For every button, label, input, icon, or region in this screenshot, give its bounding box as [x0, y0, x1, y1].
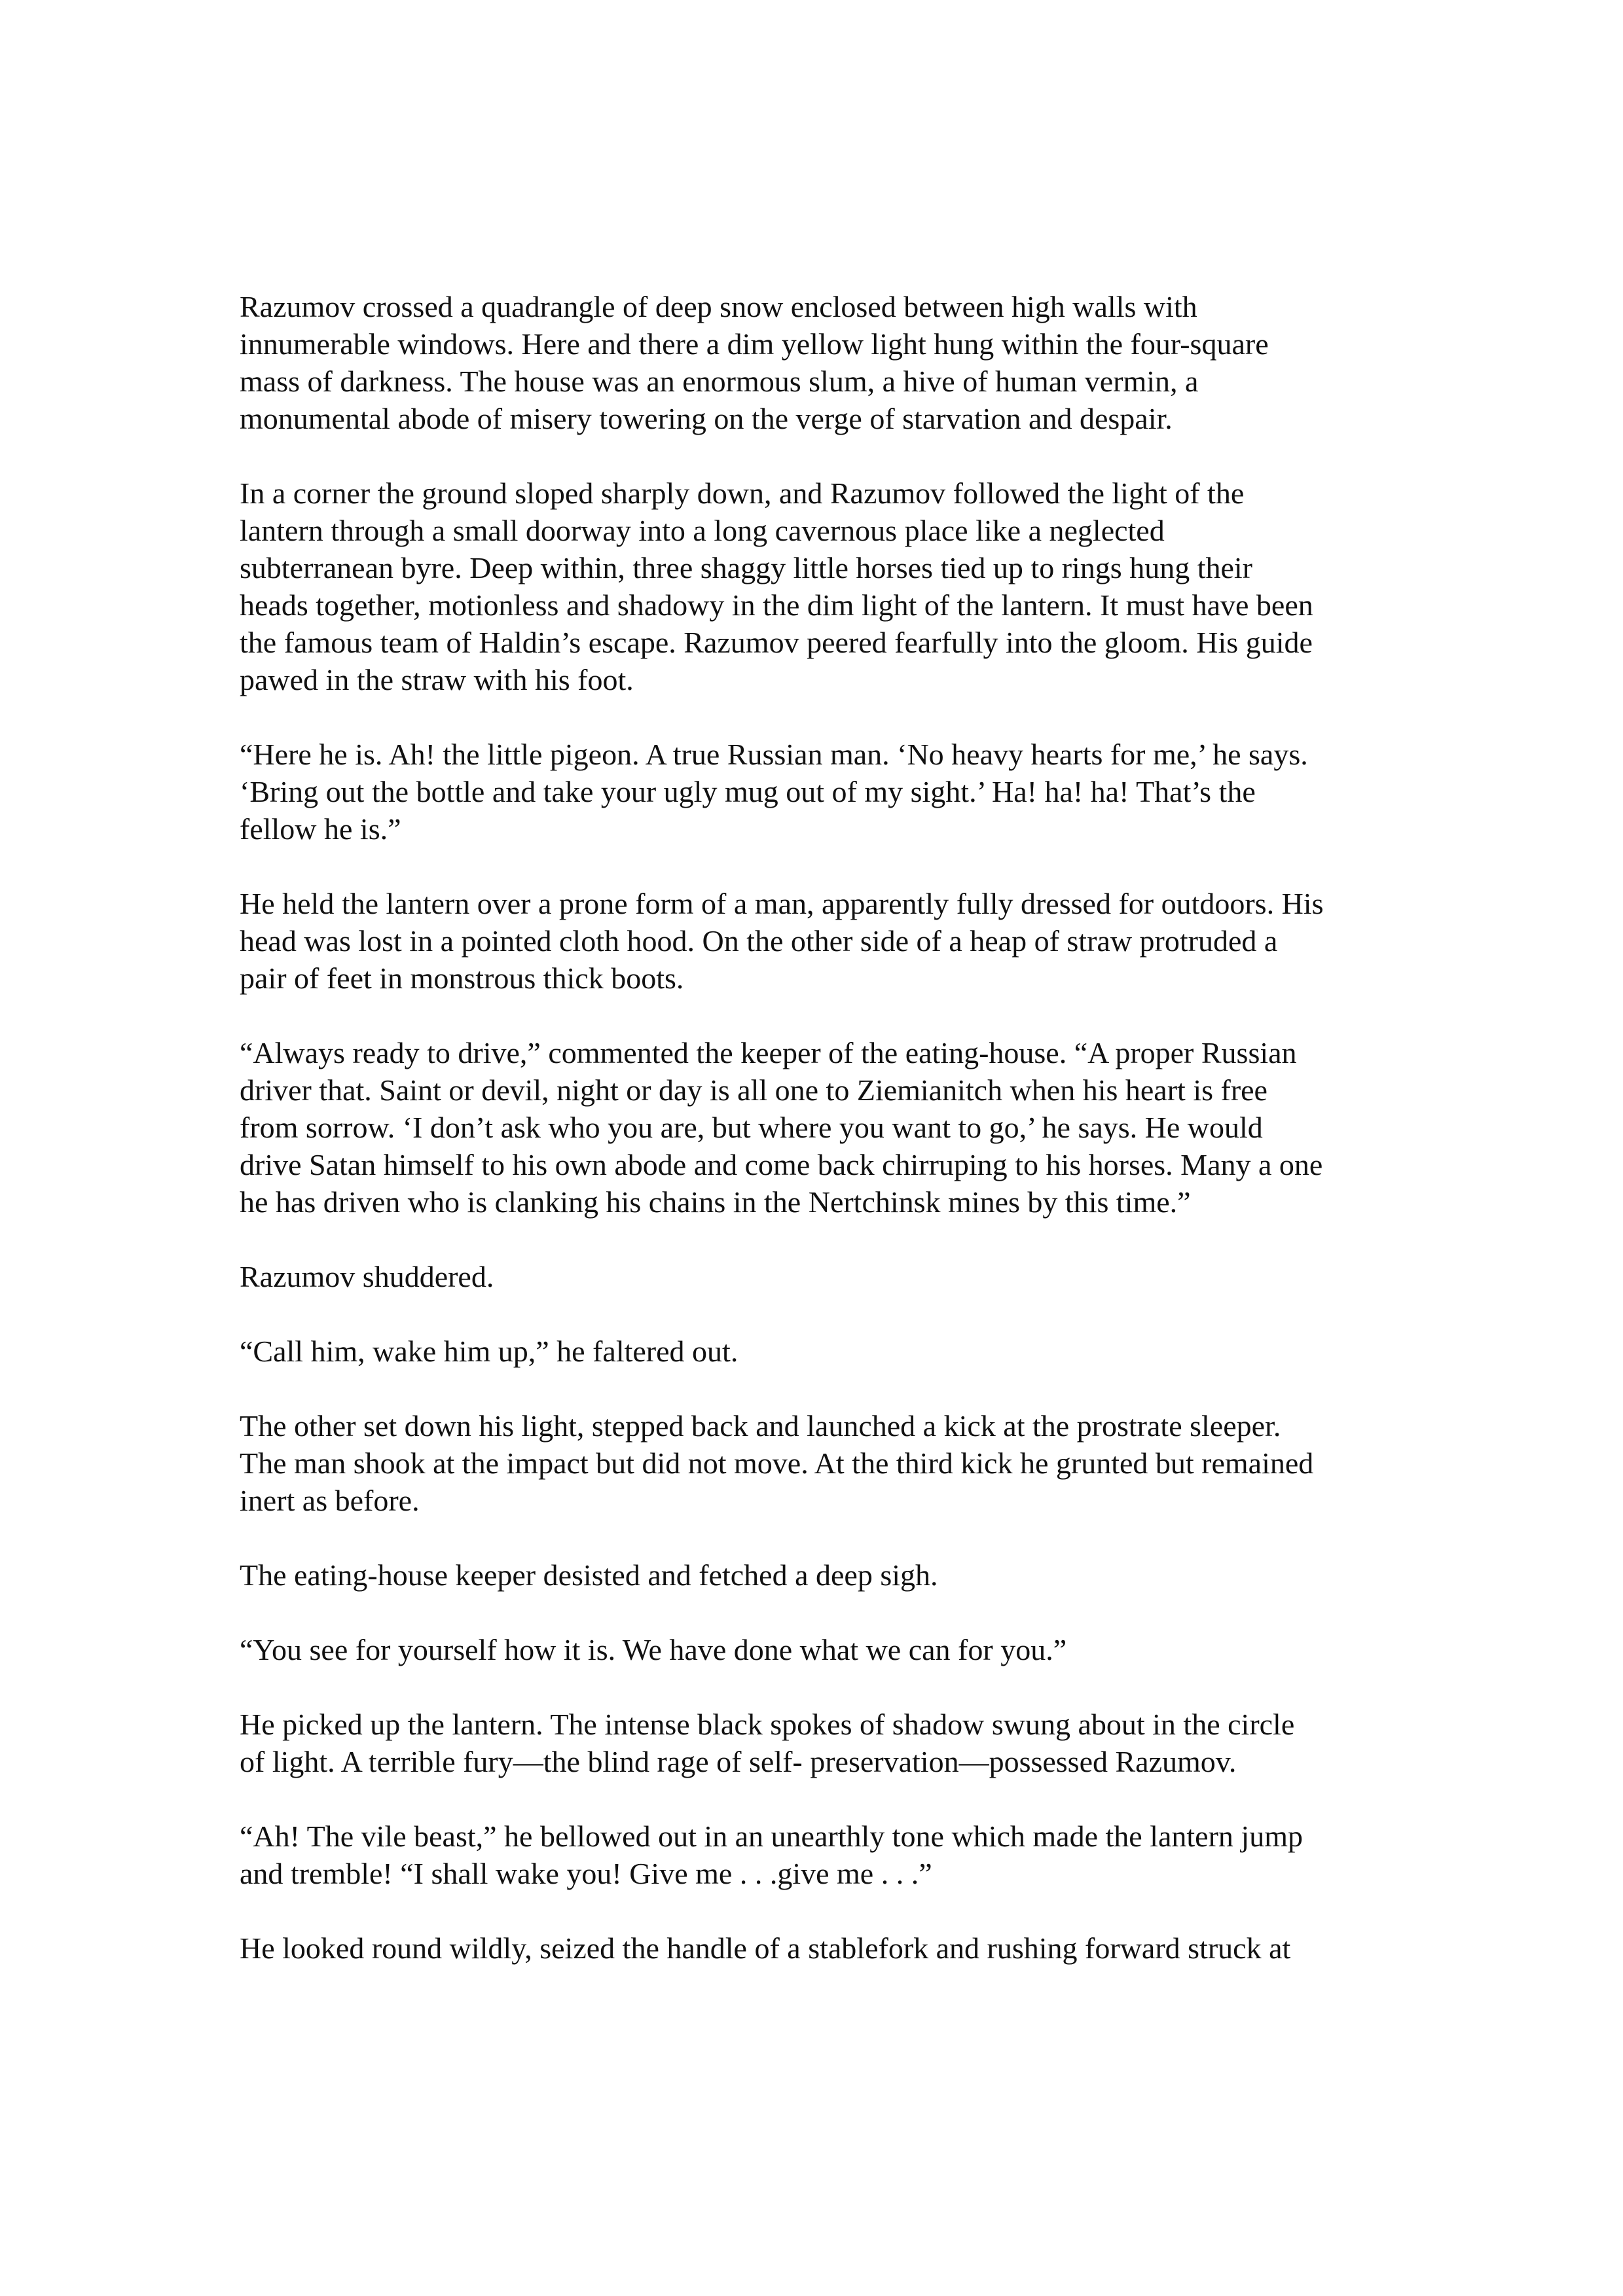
paragraph: “Always ready to drive,” commented the keeper of the eating-house. “A proper Russian driver that. Saint or devil, night or day is all one to Ziemianitch when his heart is free from sorrow. ‘I don’t ask who you are, but where you want to go,’ he says. He would drive Satan himself to his own abode and come back chirruping to his horses. Many a one he has driven who is clanking his chains in the Nertchinsk mines by this time.”	[240, 1036, 1323, 1219]
paragraph: In a corner the ground sloped sharply down, and Razumov followed the light of the lantern through a small doorway into a long cavernous place like a neglected subterranean byre. Deep within, three shaggy little horses tied up to rings hung their heads together, motionless and shadowy in the dim light of the lantern. It must have been the famous team of Haldin’s escape. Razumov peered fearfully into the gloom. His guide pawed in the straw with his foot.	[240, 476, 1313, 696]
paragraph: The eating-house keeper desisted and fetched a deep sigh.	[240, 1558, 938, 1592]
paragraph: He held the lantern over a prone form of a man, apparently fully dressed for outdoors. His head was lost in a pointed cloth hood. On the other side of a heap of straw protruded a pair of feet in monstrous thick boots.	[240, 887, 1324, 995]
paragraph: “Ah! The vile beast,” he bellowed out in an unearthly tone which made the lantern jump and tremble! “I shall wake you! Give me . . .give me . . .”	[240, 1820, 1303, 1890]
paragraph: Razumov crossed a quadrangle of deep snow enclosed between high walls with innumerable windows. Here and there a dim yellow light hung within the four-square mass of darkness. The house was an enormous slum, a hive of human vermin, a monumental abode of misery towering on the verge of starvation and despair.	[240, 290, 1269, 435]
paragraph: He picked up the lantern. The intense black spokes of shadow swung about in the circle of light. A terrible fury—the blind rage of self- preservation—possessed Razumov.	[240, 1708, 1295, 1778]
body-text	[240, 288, 1405, 2004]
paragraph: He looked round wildly, seized the handle of a stablefork and rushing forward struck at	[240, 1931, 1291, 1965]
paragraph: “You see for yourself how it is. We have done what we can for you.”	[240, 1633, 1067, 1666]
paragraph: The other set down his light, stepped back and launched a kick at the prostrate sleeper. The man shook at the impact but did not move. At the third kick he grunted but remained inert as before.	[240, 1409, 1314, 1517]
paragraph: “Call him, wake him up,” he faltered out.	[240, 1335, 739, 1368]
paragraph: “Here he is. Ah! the little pigeon. A true Russian man. ‘No heavy hearts for me,’ he says. ‘Bring out the bottle and take your ugly mug out of my sight.’ Ha! ha! ha! That’s the fellow he is.”	[240, 738, 1308, 846]
paragraph: Razumov shuddered.	[240, 1260, 494, 1293]
